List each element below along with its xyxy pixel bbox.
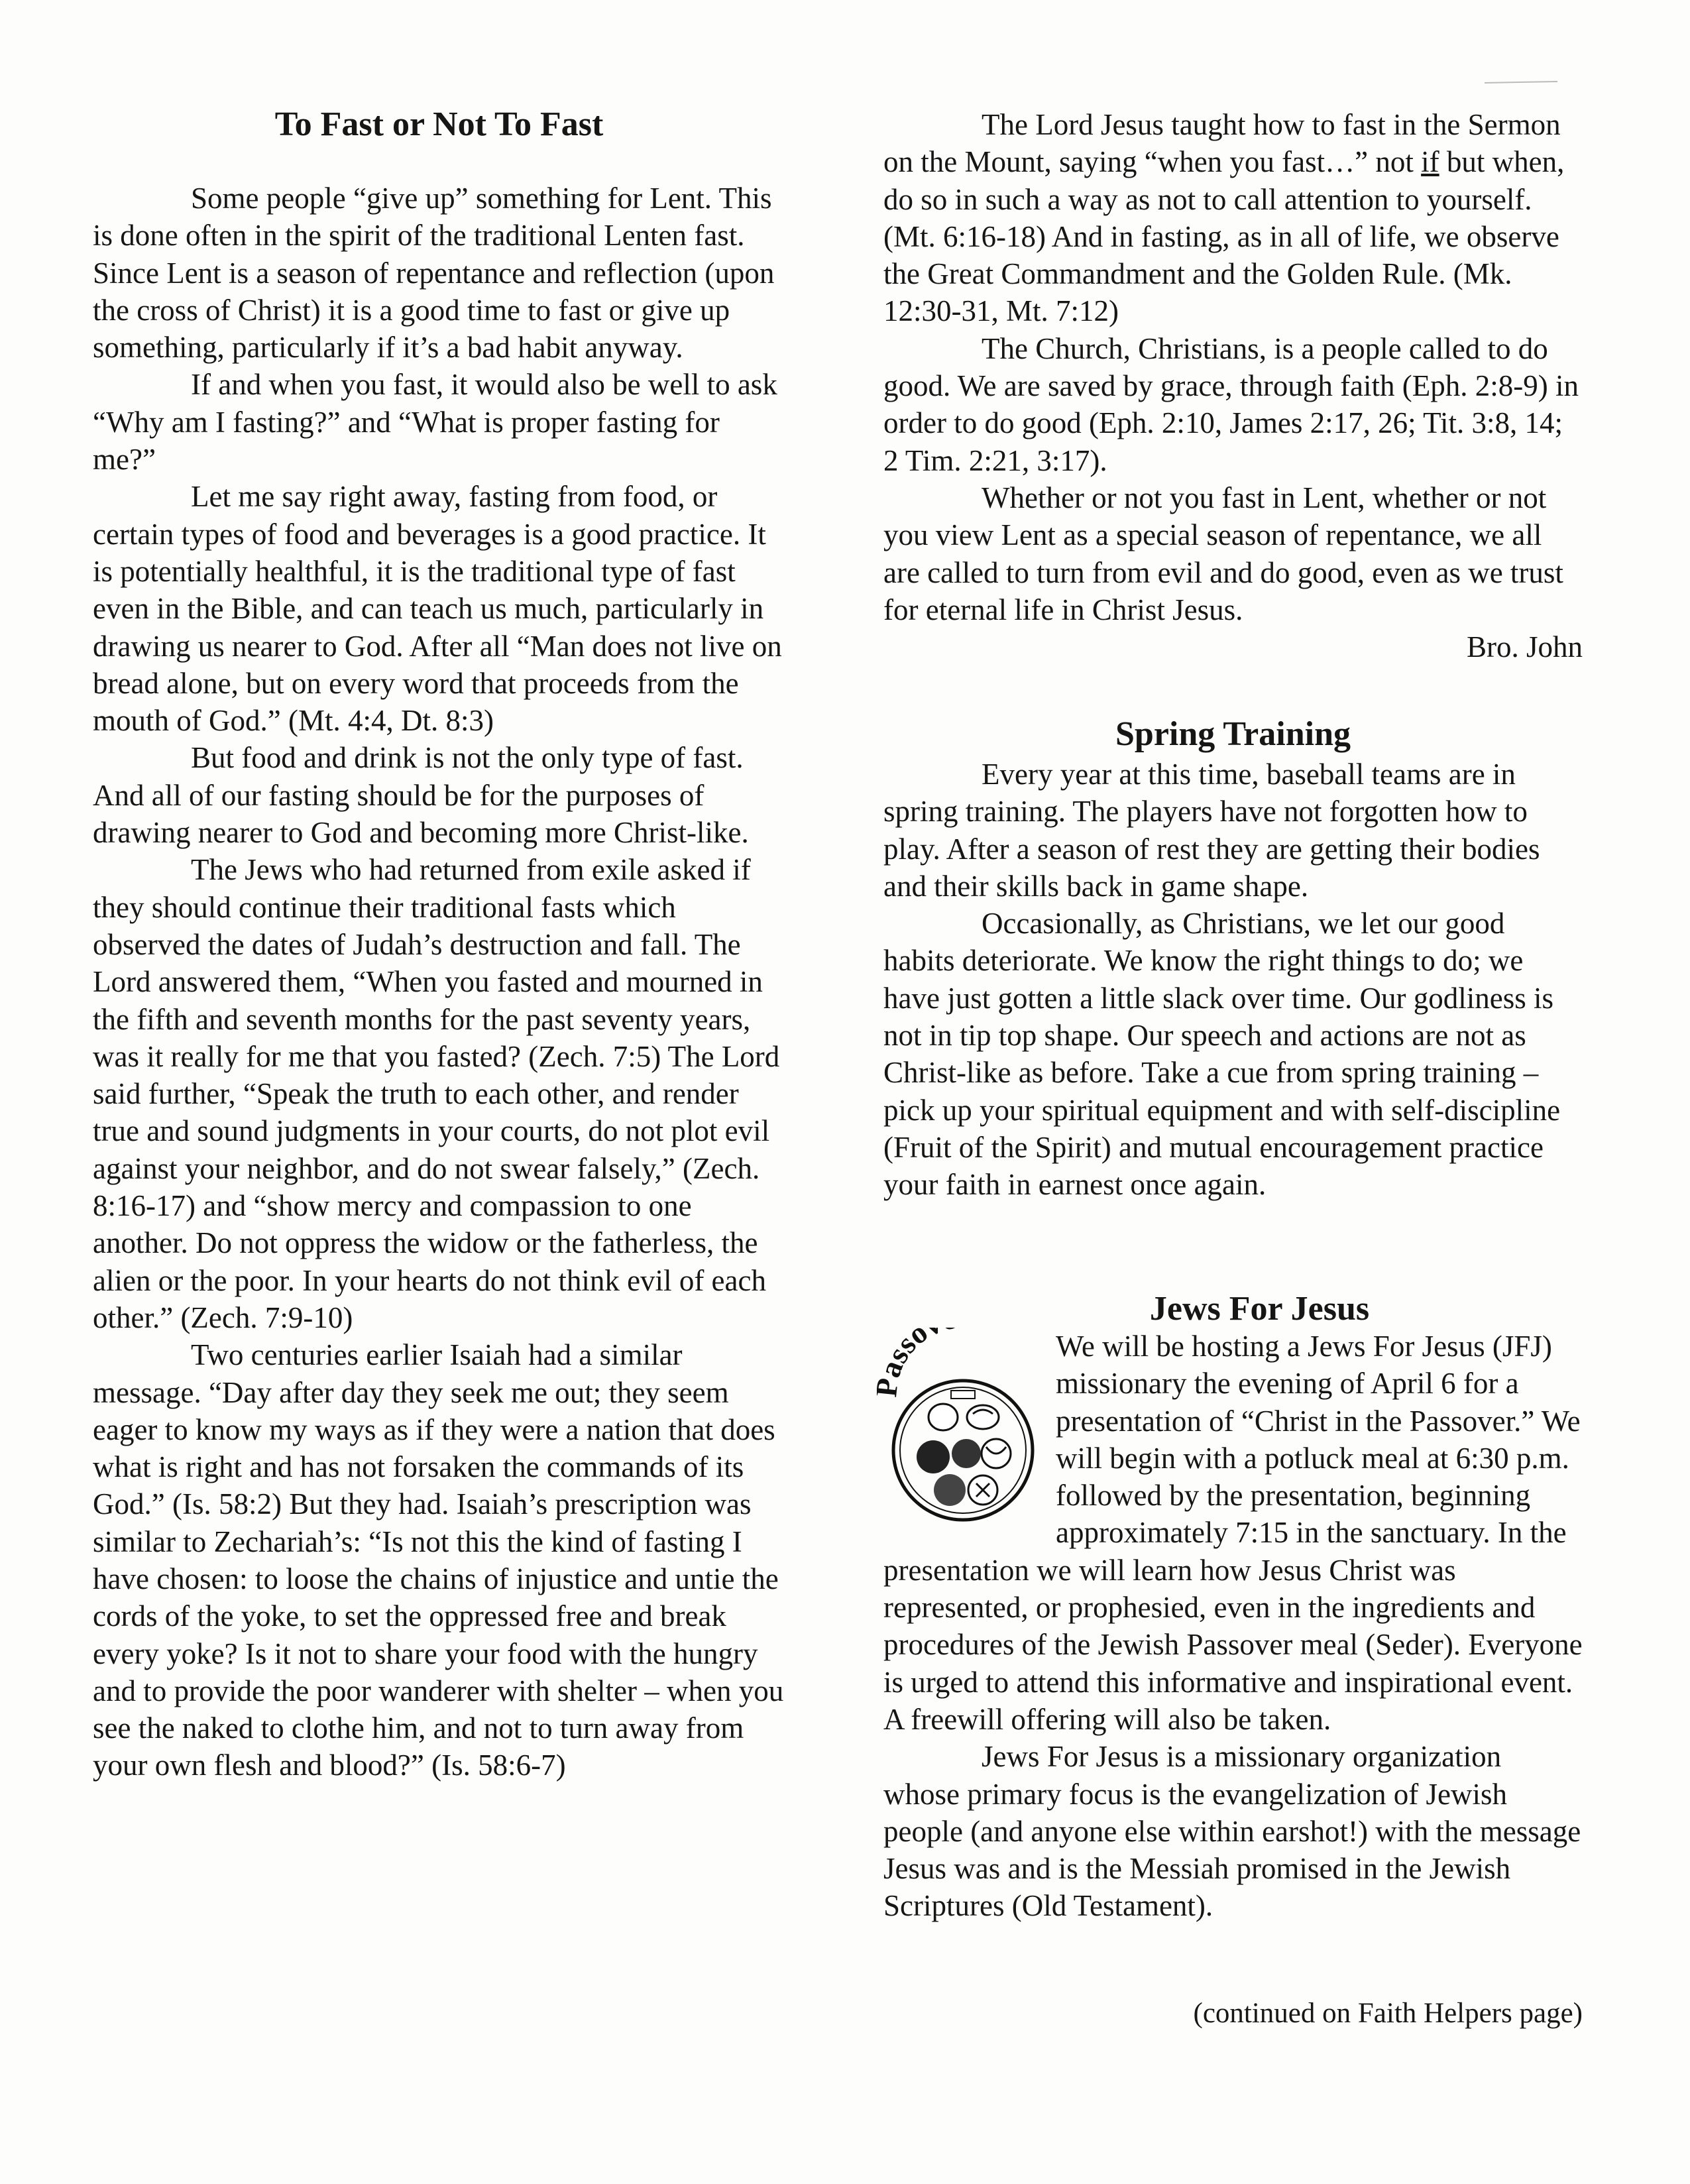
passover-seder-plate-icon: [877, 1328, 1049, 1526]
article-body-fasting-continued: [883, 106, 1583, 665]
paragraph: Every year at this time, baseball teams are in spring training. The players have not forgotten how to play. After a season of rest they are getting their bodies and their skills back in game shape.: [883, 758, 1540, 903]
continued-note: (continued on Faith Helpers page): [1193, 1998, 1583, 2029]
paragraph: The Jews who had returned from exile asked if they should continue their traditional fasts which observed the dates of Judah’s destruction and fall. The Lord answered them, “When you fasted and mourned in the fifth and seventh months for the past seventy years, was it really for me that you fasted? (Zech. 7:5) The Lord said further, “Speak the truth to each other, and render true and sound judgments in your courts, do not plot evil against your neighbor, and do not swear falsely,” (Zech. 8:16-17) and “show mercy and compassion to one another. Do not oppress the widow or the fatherless, the alien or the poor. In your hearts do not think evil of each other.” (Zech. 7:9-10): [93, 853, 780, 1334]
article-title-fasting: To Fast or Not To Fast: [274, 105, 604, 143]
scan-mark: [1485, 78, 1557, 86]
text-run: The Lord Jesus taught how to fast in the Sermon on the Mount, saying “when you fast…” not: [883, 108, 1561, 179]
svg-text:Passover: sso: [880, 1328, 934, 1369]
article-title-jews-for-jesus: Jews For Jesus: [1149, 1290, 1370, 1328]
paragraph: Jews For Jesus is a missionary organization whose primary focus is the evangelization of Jewish people (and anyone else within earshot!) with the message Jesus was and is the Messiah promised in the Jewish Scriptures (Old Testament).: [883, 1740, 1581, 1923]
signature: Bro. John: [1466, 630, 1583, 664]
article-body-spring-training: [883, 756, 1583, 1204]
paragraph: Whether or not you fast in Lent, whether or not you view Lent as a special season of repentance, we all are called to turn from evil and do good, even as we trust for eternal life in Christ Jesus.: [883, 481, 1563, 626]
article-body-fasting: [93, 180, 785, 1784]
paragraph: We will be hosting a Jews For Jesus (JFJ) missionary the evening of April 6 for a presentation of “Christ in the Passover.” We will begin with a potluck meal at 6:30 p.m. followed by the presentation, beginning approximately 7:15 in the sanctuary. In the presentation we will learn how Jesus Christ was represented, or prophesied, even in the ingredients and procedures of the Jewish Passover meal (Seder). Everyone is urged to attend this informative and inspirational event. A freewill offering will also be taken.: [883, 1330, 1583, 1736]
article-body-jews-for-jesus: [880, 1328, 1583, 1925]
text-run: but when, do so in such a way as not to call attention to yourself. (Mt. 6:16-18) And in fasting, as in all of life, we observe the Great Commandment and the Golden Rule. (Mk. 12:30-31, Mt. 7:12): [883, 145, 1565, 328]
underlined-word: if: [1421, 145, 1439, 179]
paragraph: But food and drink is not the only type of fast. And all of our fasting should be for the purposes of drawing nearer to God and becoming more Christ-like.: [93, 741, 749, 850]
paragraph: [883, 106, 1583, 330]
paragraph: Let me say right away, fasting from food, or certain types of food and beverages is a good practice. It is potentially healthful, it is the traditional type of fast even in the Bible, and can teach us much, particularly in drawing us nearer to God. After all “Man does not live on bread alone, but on every word that proceeds from the mouth of God.” (Mt. 4:4, Dt. 8:3): [93, 480, 782, 738]
paragraph: The Church, Christians, is a people called to do good. We are saved by grace, through faith (Eph. 2:8-9) in order to do good (Eph. 2:10, James 2:17, 26; Tit. 3:8, 14; 2 Tim. 2:21, 3:17).: [883, 331, 1579, 477]
paragraph: Two centuries earlier Isaiah had a similar message. “Day after day they seek me out; they seem eager to know my ways as if they were a nation that does what is right and has not forsaken the commands of its God.” (Is. 58:2) But they had. Isaiah’s prescription was similar to Zechariah’s: “Is not this the kind of fasting I have chosen: to loose the chains of injustice and untie the cords of the yoke, to set the oppressed free and break every yoke? Is it not to share your food with the hungry and to provide the poor wanderer with shelter – when you see the naked to clothe him, and not to turn away from your own flesh and blood?” (Is. 58:6-7): [93, 1338, 784, 1782]
article-title-spring-training: Spring Training: [1115, 715, 1351, 753]
paragraph: If and when you fast, it would also be well to ask “Why am I fasting?” and “What is proper fasting for me?”: [93, 368, 777, 477]
paragraph: Occasionally, as Christians, we let our good habits deteriorate. We know the right things to do; we have just gotten a little slack over time. Our godliness is not in tip top shape. Our speech and actions are not as Christ-like as before. Take a cue from spring training – pick up your spiritual equipment and with self-discipline (Fruit of the Spirit) and mutual encouragement practice your faith in earnest once again.: [883, 907, 1561, 1202]
paragraph: Some people “give up” something for Lent. This is done often in the spirit of the traditional Lenten fast. Since Lent is a season of repentance and reflection (upon the cross of Christ) it is a good time to fast or give up something, particularly if it’s a bad habit anyway.: [93, 182, 775, 365]
